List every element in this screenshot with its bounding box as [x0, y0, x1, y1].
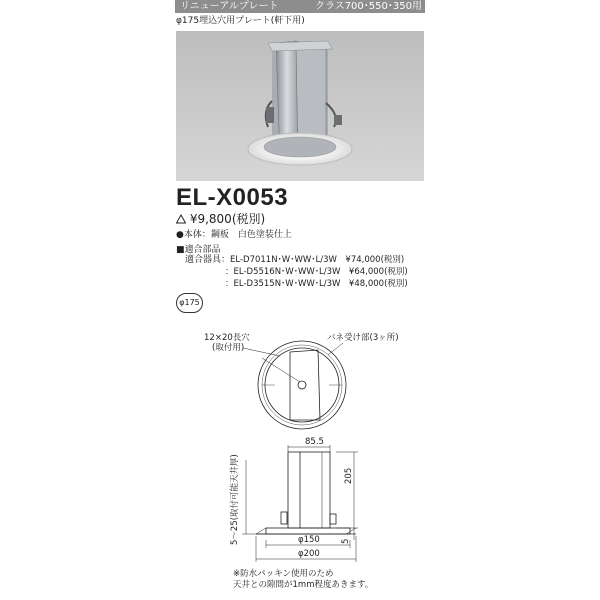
note-line: 天井との隙間が1mm程度あきます。 — [233, 580, 374, 590]
parts-item: EL-D7011N･W･WW･L/3W ¥74,000(税別) — [230, 255, 405, 265]
dim-width: 85.5 — [305, 437, 324, 447]
slot-sublabel: (取付用) — [212, 343, 245, 353]
slot-label: 12×20長穴 — [204, 333, 250, 343]
cutout-badge: φ175 — [176, 293, 203, 313]
parts-item: ：EL-D3515N･W･WW･L/3W ¥48,000(税別) — [225, 279, 408, 289]
dim-bottom: 5 — [341, 538, 351, 544]
category-label: リニューアルプレート — [180, 1, 279, 12]
parts-heading: ■適合部品 — [176, 245, 221, 255]
spring-label: バネ受け部(3ヶ所) — [327, 333, 399, 343]
parts-label: 適合器具： — [185, 255, 231, 265]
dim-inner: φ150 — [298, 535, 320, 545]
model-number: EL-X0053 — [176, 184, 289, 211]
price-value: ¥9,800(税別) — [189, 212, 266, 226]
parts-item: ：EL-D5516N･W･WW･L/3W ¥64,000(税別) — [225, 267, 408, 277]
note-line: ※防水パッキン使用のため — [233, 569, 334, 579]
body-spec: ●本体：鋼板 白色塗装仕上 — [176, 230, 292, 240]
dim-outer: φ200 — [298, 549, 320, 559]
class-label: クラス700･550･350用 — [315, 1, 422, 12]
product-subtitle: φ175埋込穴用プレート(軒下用) — [176, 16, 305, 26]
note — [233, 569, 373, 591]
dim-height: 205 — [344, 467, 354, 484]
dim-ceiling: 5〜25(取付可能天井厚) — [230, 454, 240, 545]
